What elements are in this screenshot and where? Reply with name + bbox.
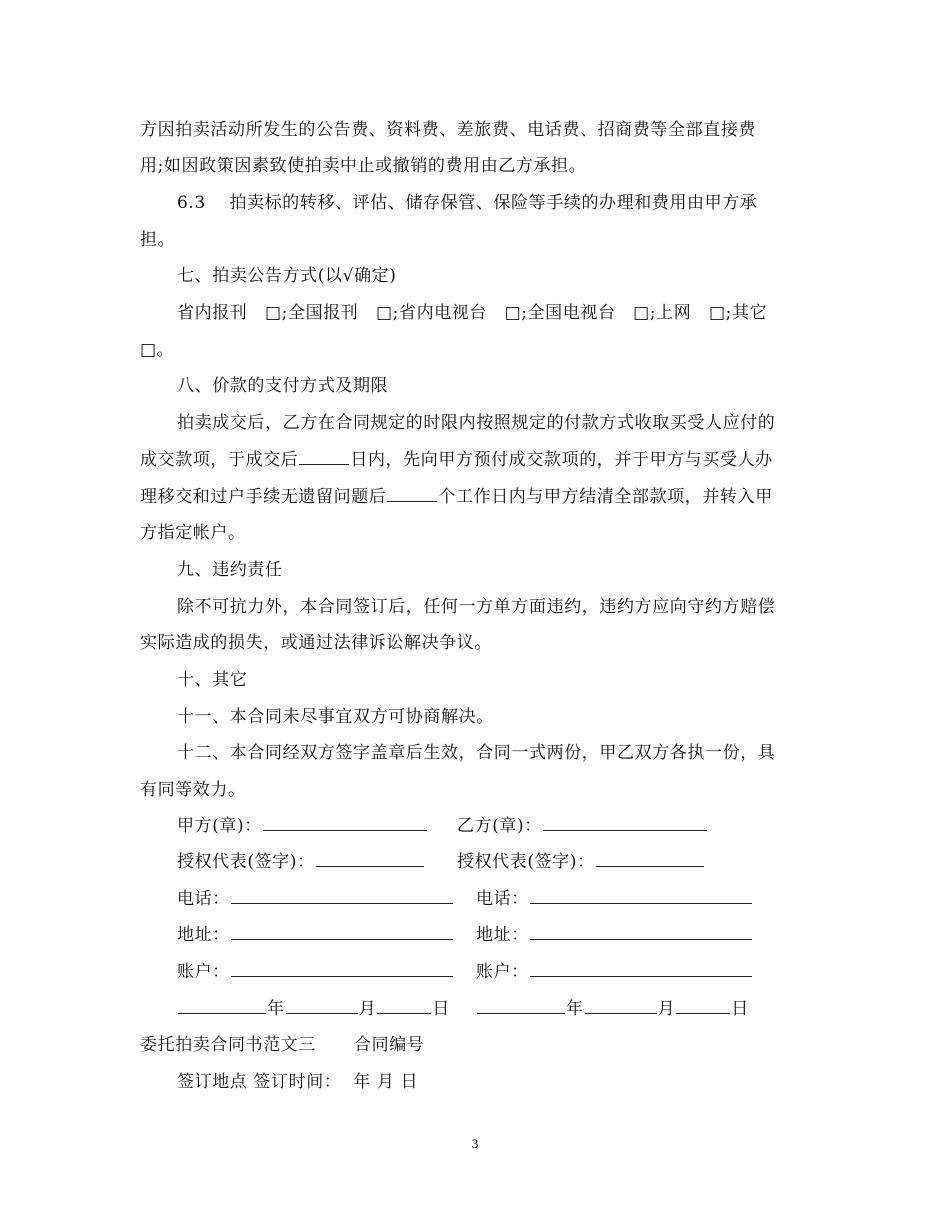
party-b-phone [476, 889, 753, 909]
date-line [477, 999, 565, 1014]
date-line [676, 999, 730, 1014]
party-a-account [177, 962, 454, 982]
party-b-seal-label: 乙方(章)： [457, 816, 542, 836]
text-segment: 日内，先向甲方预付成交款项的，并于甲方与买受人办 [350, 450, 773, 470]
party-a-rep [177, 852, 425, 872]
date-line [585, 999, 657, 1014]
party-a-seal-label: 甲方(章)： [177, 816, 262, 836]
party-a-date [177, 999, 450, 1019]
paragraph-line: 除不可抗力外，本合同签订后，任何一方单方面违约，违约方应向守约方赔偿 [177, 597, 776, 617]
paragraph-line: 担。 [140, 230, 176, 250]
signature-line [543, 816, 707, 831]
date-line [377, 999, 431, 1014]
paragraph-line: 方指定帐户。 [140, 523, 246, 543]
paragraph-line: 十一、本合同未尽事宜双方可协商解决。 [177, 707, 494, 727]
sign-place-time: 签订地点 签订时间： 年 月 日 [177, 1072, 419, 1092]
signature-line [316, 852, 424, 867]
signature-line [231, 962, 453, 977]
party-a-phone-label: 电话： [177, 889, 230, 909]
party-b-rep-label: 授权代表(签字)： [457, 852, 595, 872]
date-line [286, 999, 358, 1014]
party-a-rep-label: 授权代表(签字)： [177, 852, 315, 872]
date-line [178, 999, 266, 1014]
paragraph-line: 方因拍卖活动所发生的公告费、资料费、差旅费、电话费、招商费等全部直接费 [140, 120, 756, 140]
section-heading: 七、拍卖公告方式(以√确定) [177, 266, 397, 286]
party-a-account-label: 账户： [177, 962, 230, 982]
party-b-account [476, 962, 753, 982]
signature-line [263, 816, 427, 831]
section-heading: 八、价款的支付方式及期限 [177, 376, 389, 396]
document-title: 委托拍卖合同书范文三 [140, 1035, 316, 1055]
paragraph-line: 十二、本合同经双方签字盖章后生效，合同一式两份，甲乙双方各执一份，具 [177, 743, 776, 763]
paragraph-line [140, 450, 773, 470]
party-a-address-label: 地址： [177, 925, 230, 945]
signature-line [530, 962, 752, 977]
contract-number-label: 合同编号 [354, 1035, 425, 1055]
blank-underline [387, 487, 437, 502]
section-heading: 九、违约责任 [177, 560, 283, 580]
party-b-address [476, 925, 753, 945]
blank-underline [299, 450, 349, 465]
party-b-seal [457, 816, 708, 836]
text-segment: 个工作日内与甲方结清全部款项，并转入甲 [438, 487, 773, 507]
paragraph-line: 6.3 拍卖标的转移、评估、储存保管、保险等手续的办理和费用由甲方承 [177, 193, 758, 213]
day-label: 日 [731, 999, 749, 1019]
signature-line [231, 889, 453, 904]
party-b-account-label: 账户： [476, 962, 529, 982]
paragraph-line [140, 487, 773, 507]
paragraph-line: 用;如因政策因素致使拍卖中止或撤销的费用由乙方承担。 [140, 156, 587, 176]
party-a-address [177, 925, 454, 945]
paragraph-line: 有同等效力。 [140, 780, 246, 800]
paragraph-line: 拍卖成交后，乙方在合同规定的时限内按照规定的付款方式收取买受人应付的 [177, 413, 776, 433]
signature-line [530, 889, 752, 904]
day-label: 日 [432, 999, 450, 1019]
signature-line [596, 852, 704, 867]
party-b-address-label: 地址： [476, 925, 529, 945]
signature-line [530, 925, 752, 940]
party-a-seal [177, 816, 428, 836]
section-heading: 十、其它 [177, 670, 248, 690]
paragraph-line: 实际造成的损失，或通过法律诉讼解决争议。 [140, 633, 492, 653]
month-label: 月 [358, 999, 377, 1019]
year-label: 年 [566, 999, 584, 1019]
text-segment: 成交款项，于成交后 [140, 450, 299, 470]
party-b-date [476, 999, 749, 1019]
paragraph-line: 省内报刊 □;全国报刊 □;省内电视台 □;全国电视台 □;上网 □;其它 [177, 303, 768, 323]
year-label: 年 [267, 999, 285, 1019]
page-number: 3 [471, 1136, 479, 1151]
party-b-rep [457, 852, 705, 872]
next-document-title [140, 1035, 424, 1055]
text-segment: 理移交和过户手续无遗留问题后 [140, 487, 387, 507]
party-b-phone-label: 电话： [476, 889, 529, 909]
paragraph-line: □。 [140, 340, 175, 360]
party-a-phone [177, 889, 454, 909]
month-label: 月 [657, 999, 676, 1019]
signature-line [231, 925, 453, 940]
